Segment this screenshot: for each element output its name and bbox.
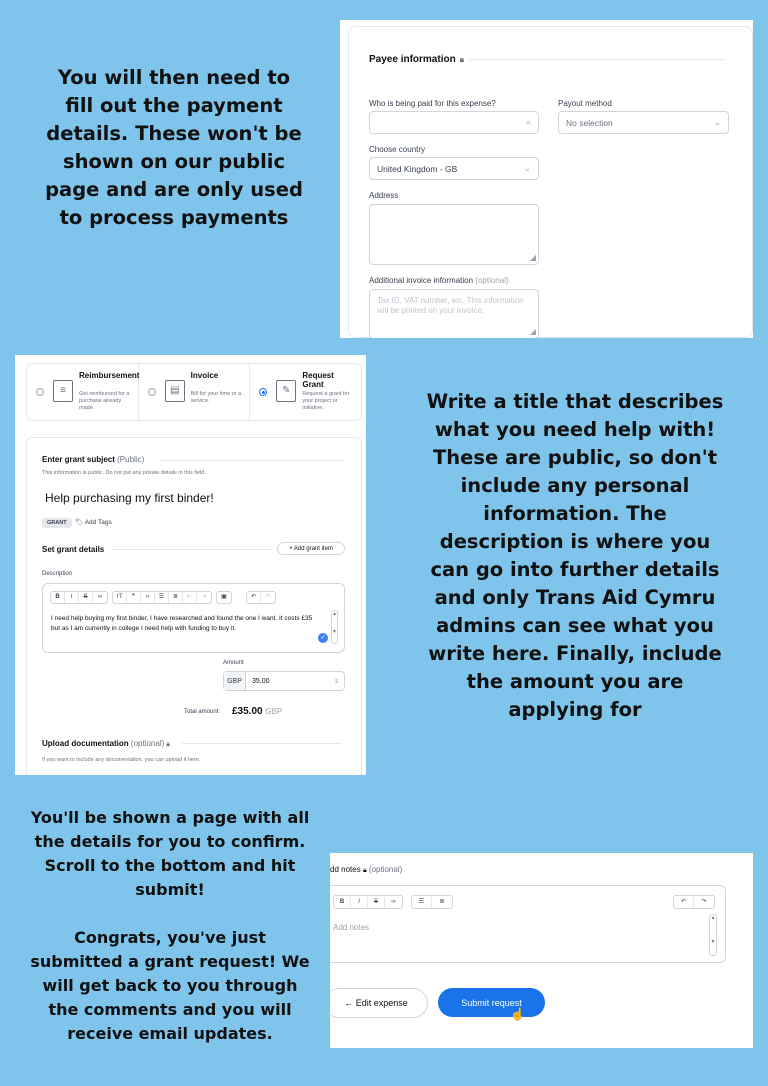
- country-select[interactable]: [369, 157, 539, 180]
- country-value: United Kingdom - GB: [377, 163, 458, 174]
- type-desc: Get reimbursed for a purchase already made.: [79, 391, 130, 411]
- heading-icon[interactable]: тT: [113, 592, 127, 603]
- tag-icon: 🏷︎: [75, 519, 84, 526]
- amount-label: Amount: [223, 660, 244, 666]
- grant-tag[interactable]: GRANT: [42, 518, 72, 528]
- invoice-label: [369, 276, 509, 285]
- bold-icon[interactable]: B: [51, 592, 65, 603]
- total-value: £35.00: [232, 706, 263, 717]
- invoice-placeholder: Tax ID, VAT number, etc. This information will be printed on your invoice.: [377, 296, 524, 315]
- total-currency: GBP: [265, 707, 283, 716]
- add-tags-button[interactable]: [75, 518, 112, 526]
- payout-method-select[interactable]: [558, 111, 729, 134]
- type-request-grant[interactable]: [250, 364, 361, 420]
- add-grant-item-button[interactable]: + Add grant item: [277, 542, 345, 555]
- redo-icon[interactable]: ↷: [265, 594, 271, 600]
- subject-input[interactable]: Help purchasing my first binder!: [45, 491, 214, 505]
- link-icon[interactable]: ∞: [97, 594, 103, 600]
- radio-button[interactable]: [148, 388, 156, 396]
- invoice-optional: (optional): [475, 276, 509, 285]
- list-group: [411, 895, 453, 909]
- total-label: Total amount:: [184, 709, 221, 715]
- bullet-list-icon[interactable]: ☰: [412, 896, 432, 908]
- hand-cursor-icon: ☝: [510, 1007, 525, 1021]
- payee-section-title: [369, 54, 464, 65]
- expense-type-selector: [26, 363, 362, 421]
- radio-button-selected[interactable]: [259, 388, 267, 396]
- undo-icon[interactable]: ↶: [247, 592, 261, 603]
- resize-grip-icon[interactable]: ◢: [529, 327, 536, 336]
- type-title: Reimbursement: [79, 371, 140, 380]
- currency-label: GBP: [224, 672, 246, 690]
- lock-icon: 🔒︎: [459, 54, 464, 64]
- redo-icon[interactable]: ↷: [701, 899, 707, 905]
- invoice-icon: ▤: [165, 380, 185, 402]
- submit-screenshot: [330, 853, 753, 1048]
- editor-toolbar: [50, 591, 276, 604]
- chevron-down-icon: ⌄: [523, 163, 531, 173]
- scrollbar[interactable]: ▲ ▼: [331, 610, 338, 644]
- upload-hint: If you want to include any documentation, you can upload it here.: [42, 757, 201, 763]
- history-group: [246, 591, 276, 604]
- notes-optional: (optional): [368, 865, 403, 874]
- notes-placeholder: Add notes: [333, 923, 370, 932]
- resize-grip-icon[interactable]: ◢: [529, 253, 536, 262]
- description-editor[interactable]: [42, 583, 345, 653]
- type-invoice[interactable]: [139, 364, 251, 420]
- quote-icon[interactable]: ❞: [127, 592, 141, 603]
- block-group: [112, 591, 212, 604]
- italic-icon[interactable]: I: [65, 592, 79, 603]
- lock-icon: 🔒︎: [362, 867, 367, 874]
- receipt-icon: ≡: [53, 380, 73, 402]
- history-buttons: [673, 895, 715, 909]
- address-textarea[interactable]: [369, 204, 539, 265]
- payee-card: [348, 26, 753, 338]
- search-icon: ⌕: [525, 117, 531, 127]
- notes-editor[interactable]: [330, 885, 726, 963]
- total-amount: [232, 706, 282, 717]
- format-group: [333, 895, 403, 909]
- undo-icon[interactable]: ↶: [674, 896, 694, 908]
- notes-label: dd notes: [330, 865, 361, 874]
- grant-caption: Write a title that describes what you need help with! These are public, so don't include any personal information. The description is where you can go into further details and only Trans Aid Cymru admins can see what you write here. Finally, include the amount you are applying for: [426, 390, 724, 721]
- payee-caption: You will then need to fill out the payment details. These won't be shown on our public page and are only used to process payments: [45, 66, 303, 229]
- strikethrough-icon[interactable]: S: [368, 896, 385, 908]
- description-text: I need help buying my first binder, I have researched and found the one I want. It costs £35 but as I am currently in college I need help with funding to buy it.: [51, 615, 313, 632]
- notes-heading: [330, 865, 402, 875]
- outdent-icon[interactable]: ⇤: [183, 592, 197, 603]
- divider: [159, 460, 344, 461]
- submit-caption: [30, 806, 310, 1070]
- code-icon[interactable]: ‹›: [141, 592, 155, 603]
- bold-icon[interactable]: B: [334, 896, 351, 908]
- type-reimbursement[interactable]: [27, 364, 139, 420]
- upload-heading: [42, 739, 170, 749]
- format-group: [50, 591, 108, 604]
- type-desc: Bill for your time or a service.: [190, 391, 242, 404]
- divider: [182, 743, 342, 744]
- lock-icon: 🔒︎: [166, 742, 170, 748]
- bullet-list-icon[interactable]: ☰: [155, 592, 169, 603]
- image-group: [216, 591, 232, 604]
- submit-caption-2: Congrats, you've just submitted a grant request! We will get back to you through the comments and you will receive email updates.: [30, 928, 310, 1043]
- divider: [112, 549, 272, 550]
- who-label: Who is being paid for this expense?: [369, 99, 496, 108]
- details-heading: Set grant details: [42, 545, 105, 554]
- subject-heading: [42, 455, 144, 464]
- subject-label: Enter grant subject: [42, 455, 115, 464]
- payee-title-text: Payee information: [369, 54, 456, 65]
- type-desc: Request a grant for your project or initiative.: [302, 391, 350, 411]
- radio-button[interactable]: [36, 388, 44, 396]
- description-label: Description: [42, 571, 73, 577]
- type-title: Request Grant: [302, 371, 334, 389]
- submit-caption-1: You'll be shown a page with all the details for you to confirm. Scroll to the bottom and hit submit!: [30, 808, 310, 899]
- italic-icon[interactable]: I: [351, 896, 368, 908]
- upload-title: Upload documentation: [42, 739, 129, 748]
- invoice-textarea[interactable]: [369, 289, 539, 338]
- payee-search-input[interactable]: [369, 111, 539, 134]
- link-icon[interactable]: ∞: [391, 899, 396, 905]
- invoice-label-text: Additional invoice information: [369, 276, 474, 285]
- scrollbar[interactable]: ▲ ▼: [709, 914, 717, 956]
- grant-screenshot: [15, 355, 366, 775]
- payout-label: Payout method: [558, 99, 612, 108]
- chevron-down-icon: ⌄: [713, 117, 721, 127]
- indent-icon[interactable]: ⇥: [201, 594, 207, 600]
- submit-request-button[interactable]: Submit request: [438, 988, 545, 1017]
- subject-public: (Public): [117, 455, 145, 464]
- country-label: Choose country: [369, 145, 426, 154]
- divider: [469, 59, 724, 60]
- history-group: [673, 895, 715, 909]
- numbered-list-icon[interactable]: ≣: [169, 592, 183, 603]
- numbered-list-icon[interactable]: ≣: [439, 899, 445, 905]
- notes-toolbar: [333, 895, 453, 909]
- type-title: Invoice: [190, 371, 219, 380]
- edit-expense-button[interactable]: ← Edit expense: [330, 988, 428, 1018]
- stepper-icon[interactable]: ⇕: [333, 678, 339, 685]
- subject-hint: This information is public. Do not put any private details in this field.: [42, 470, 206, 476]
- payout-value: No selection: [566, 117, 613, 128]
- amount-value: 35.00: [252, 677, 270, 685]
- grant-icon: ✎: [276, 380, 296, 402]
- add-tags-label: Add Tags: [84, 519, 112, 526]
- grant-form-card: [26, 437, 362, 775]
- address-label: Address: [369, 191, 399, 200]
- strikethrough-icon[interactable]: S: [79, 592, 93, 603]
- check-icon: ✓: [318, 633, 328, 643]
- payee-screenshot: [340, 20, 753, 338]
- amount-input[interactable]: [223, 671, 345, 691]
- image-icon[interactable]: ▣: [221, 594, 227, 600]
- upload-optional: (optional): [130, 739, 165, 748]
